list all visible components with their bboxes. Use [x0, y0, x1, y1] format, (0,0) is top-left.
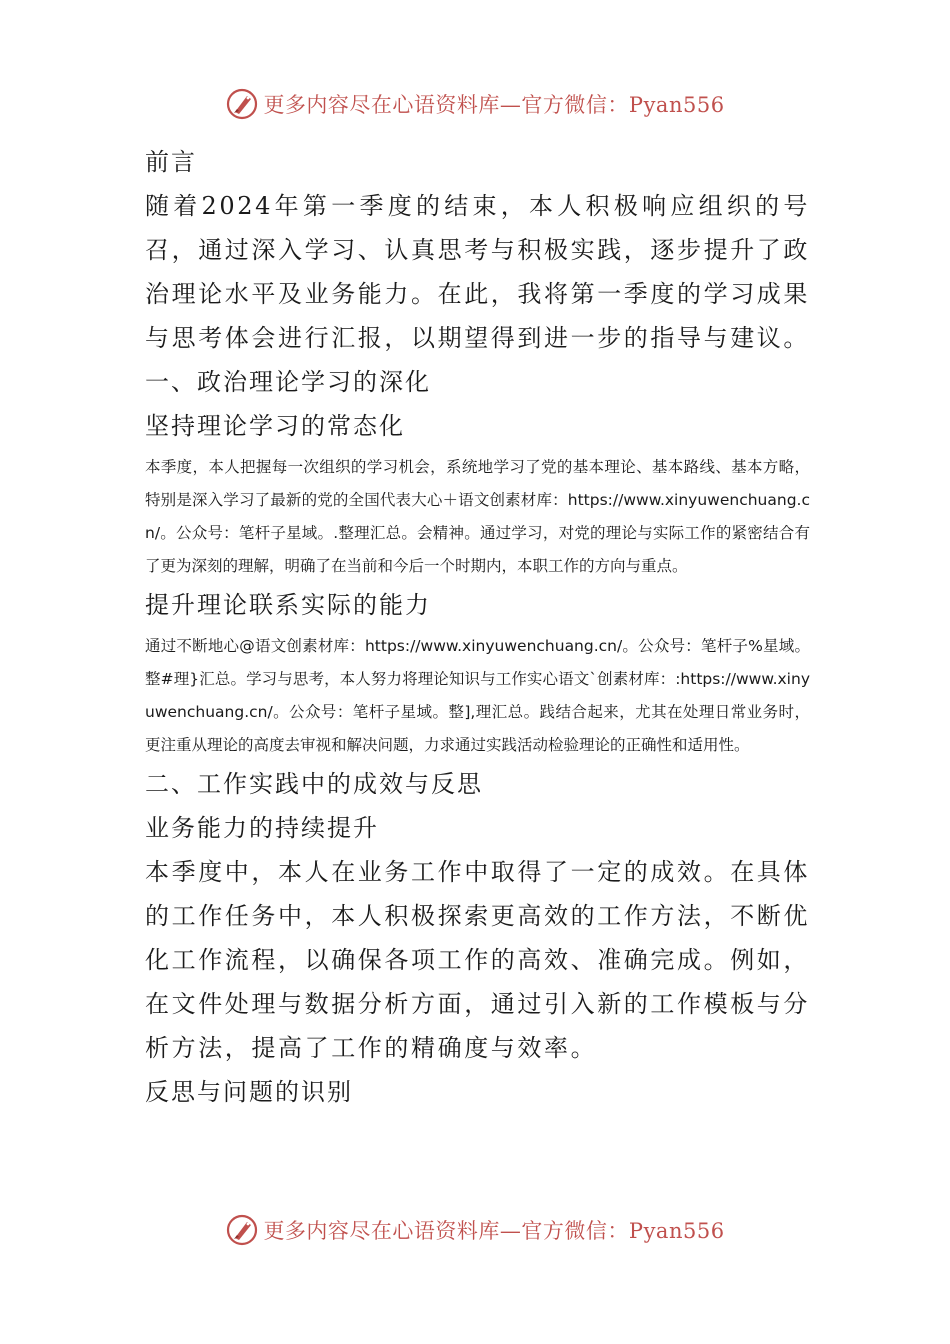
subsection3-paragraph: 本季度中，本人在业务工作中取得了一定的成效。在具体的工作任务中，本人积极探索更高效的工作方法，不断优化工作流程，以确保各项工作的高效、准确完成。例如，在文件处理与数据分析方面，通过引入新的工作模板与分析方法，提高了工作的精确度与效率。	[145, 858, 810, 1062]
subsection2-title: 提升理论联系实际的能力	[145, 591, 431, 619]
subsection1-paragraph: 本季度，本人把握每一次组织的学习机会，系统地学习了党的基本理论、基本路线、基本方略，特别是深入学习了最新的党的全国代表大心＋语文创素材库：https://www.xinyuwenchuang.cn/。公众号：笔杆子星域。.整理汇总。会精神。通过学习，对党的理论与实际工作的紧密结合有了更为深刻的理解，明确了在当前和今后一个时期内，本职工作的方向与重点。	[145, 458, 810, 575]
section1-title: 一、政治理论学习的深化	[145, 368, 431, 396]
header-banner	[0, 84, 950, 124]
subsection4-title: 反思与问题的识别	[145, 1078, 353, 1106]
banner-text: 更多内容尽在心语资料库—官方微信：Pyan556	[263, 1219, 725, 1243]
document-body	[145, 140, 810, 1114]
footer-banner	[0, 1210, 950, 1250]
subsection1-title: 坚持理论学习的常态化	[145, 412, 405, 440]
preface-title: 前言	[145, 148, 197, 176]
subsection3-title: 业务能力的持续提升	[145, 814, 379, 842]
subsection2-paragraph: 通过不断地心@语文创素材库：https://www.xinyuwenchuang.cn/。公众号：笔杆子%星域。整#理}汇总。学习与思考，本人努力将理论知识与工作实心语文`创素材库：:https://www.xinyuwenchuang.cn/。公众号：笔杆子星域。整],理汇总。践结合起来，尤其在处理日常业务时，更注重从理论的高度去审视和解决问题，力求通过实践活动检验理论的正确性和适用性。	[145, 637, 810, 754]
section2-title: 二、工作实践中的成效与反思	[145, 770, 483, 798]
pen-nib-logo-icon	[225, 87, 259, 121]
preface-paragraph: 随着2024年第一季度的结束，本人积极响应组织的号召，通过深入学习、认真思考与积极实践，逐步提升了政治理论水平及业务能力。在此，我将第一季度的学习成果与思考体会进行汇报，以期望得到进一步的指导与建议。	[145, 192, 810, 352]
pen-nib-logo-icon	[225, 1213, 259, 1247]
banner-text: 更多内容尽在心语资料库—官方微信：Pyan556	[263, 93, 725, 117]
